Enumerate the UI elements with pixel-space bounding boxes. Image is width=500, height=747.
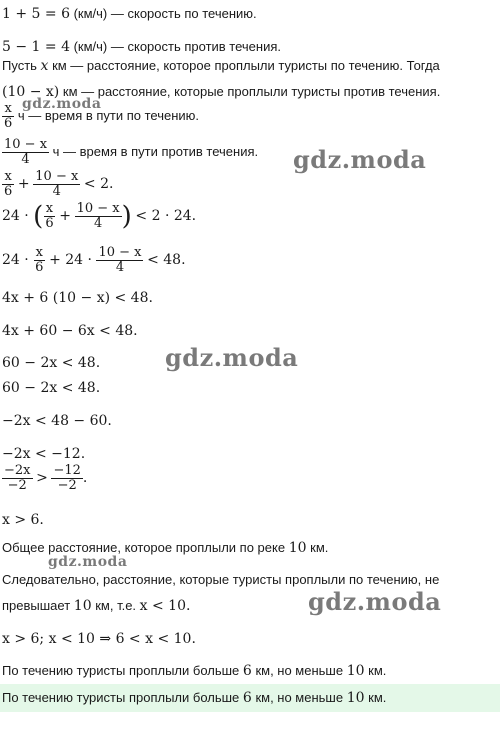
equation-line: −2x < −12. <box>2 446 86 462</box>
fraction: $\frac{10 - x}{4}$ <box>76 201 120 231</box>
fraction: $\frac{10 - x}{4}$ <box>98 245 142 275</box>
answer-box <box>0 684 500 712</box>
inequality-line: $\frac{x}{6}$ + $\frac{10 - x}{4}$ < 2. <box>4 169 114 199</box>
fraction: $\frac{-12}{-2}$ <box>53 463 81 493</box>
speed-downstream-line: 1 + 5 = 6 (км/ч) — скорость по течению. <box>2 6 257 22</box>
equation-line: 60 − 2x < 48. <box>2 380 101 396</box>
speed-upstream-line: 5 − 1 = 4 (км/ч) — скорость против течения. <box>2 39 281 55</box>
inequality-line: 24 · ( $\frac{x}{6}$ + $\frac{10 - x}{4}$ ) < 2 · 24. <box>2 201 197 232</box>
left-paren: ( <box>33 201 44 232</box>
conclusion-line-2: превышает 10 км, т.е. x < 10. <box>2 598 191 614</box>
watermark: gdz.moda <box>48 554 128 570</box>
upstream-distance-line: (10 − x) км — расстояние, которые проплыли туристы против течения. <box>2 84 441 100</box>
watermark: gdz.moda <box>165 343 299 372</box>
equation-line: −2x < 48 − 60. <box>2 413 112 429</box>
answer-text: По течению туристы проплыли больше 6 км, но меньше 10 км. <box>2 690 387 706</box>
inequality-line: 24 · $\frac{x}{6}$ + 24 · $\frac{10 - x}{4}$ < 48. <box>2 245 186 275</box>
watermark: gdz.moda <box>308 587 442 616</box>
range-line: x > 6; x < 10 ⇒ 6 < x < 10. <box>2 631 196 647</box>
equation-line: 4x + 6 (10 − x) < 48. <box>2 290 153 306</box>
fraction: $\frac{10 - x}{4}$ <box>35 169 79 199</box>
conclusion-line: Следовательно, расстояние, которые туристы проплыли по течению, не <box>2 572 440 587</box>
total-distance-line: Общее расстояние, которое проплыли по реке 10 км. <box>2 540 329 556</box>
fraction: $\frac{10 - x}{4}$ <box>4 137 48 167</box>
watermark: gdz.moda <box>22 96 102 112</box>
result-line: x > 6. <box>2 512 44 528</box>
fraction: $\frac{x}{6}$ <box>4 169 13 199</box>
time-upstream-line: $\frac{10 - x}{4}$ ч — время в пути против течения. <box>4 137 259 167</box>
watermark: gdz.moda <box>293 145 427 174</box>
final-line: По течению туристы проплыли больше 6 км, но меньше 10 км. <box>2 663 387 679</box>
let-x-line: Пусть x км — расстояние, которое проплыли туристы по течению. Тогда <box>2 58 440 74</box>
equation-line: 60 − 2x < 48. <box>2 355 101 371</box>
fraction: $\frac{x}{6}$ <box>4 101 13 131</box>
right-paren: ) <box>121 201 132 232</box>
time-downstream-line: $\frac{x}{6}$ ч — время в пути по течению. <box>4 101 200 131</box>
fraction: $\frac{x}{6}$ <box>45 201 54 231</box>
equation-line: 4x + 60 − 6x < 48. <box>2 323 138 339</box>
fraction: $\frac{x}{6}$ <box>35 245 44 275</box>
division-line: $\frac{-2x}{-2}$ > $\frac{-12}{-2}$ . <box>4 463 88 493</box>
fraction: $\frac{-2x}{-2}$ <box>4 463 31 493</box>
